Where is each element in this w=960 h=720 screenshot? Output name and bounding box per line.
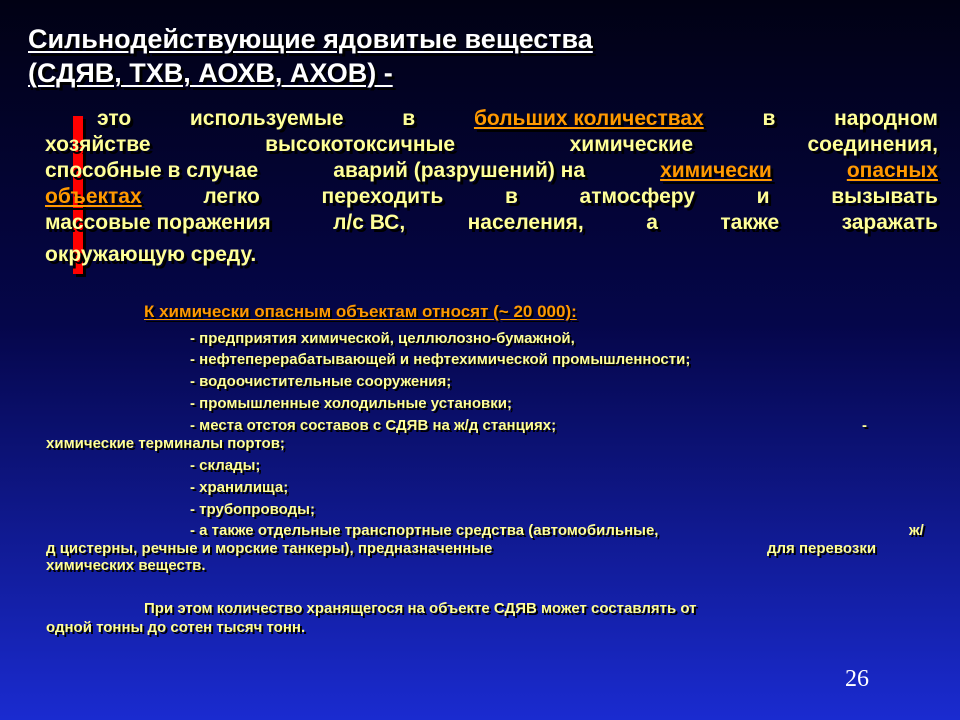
list-heading: К химически опасным объектам относят (~ 20 000): <box>144 302 577 321</box>
list-item: д цистерны, речные и морские танкеры), предназначенные <box>46 540 493 557</box>
list-item: - трубопроводы; <box>190 501 315 518</box>
definition-word: аварий (разрушений) на <box>333 159 586 182</box>
list-item: химические терминалы портов; <box>46 435 285 452</box>
definition-word: также <box>720 211 780 234</box>
definition-word: л/с ВС, <box>333 211 406 234</box>
list-item: - склады; <box>190 457 261 474</box>
definition-word: высокотоксичные <box>265 133 456 156</box>
list-item: для перевозки <box>767 540 877 557</box>
title-line-2: (СДЯВ, ТХВ, АОХВ, АХОВ) - <box>28 58 393 88</box>
definition-line-1 <box>45 106 938 132</box>
definition-line-4 <box>45 184 938 210</box>
list-item: - водоочистительные сооружения; <box>190 373 452 390</box>
highlight-dangerous: опасных <box>846 159 938 182</box>
highlight-chemically: химически <box>660 159 772 182</box>
definition-word: способные в случае <box>45 159 259 182</box>
list-item: - промышленные холодильные установки; <box>190 395 512 412</box>
definition-line-6 <box>45 242 938 268</box>
definition-word: химические <box>569 133 694 156</box>
definition-word: массовые поражения <box>45 211 271 234</box>
definition-word: в <box>402 107 416 130</box>
note-line: При этом количество хранящегося на объекте СДЯВ может составлять от <box>144 600 697 617</box>
list-item: - нефтеперерабатывающей и нефтехимической промышленности; <box>190 351 691 368</box>
definition-word: и <box>756 185 770 208</box>
definition-word: соединения, <box>807 133 938 156</box>
definition-line-2 <box>45 132 938 158</box>
highlight-large-quantities: больших количествах <box>473 107 704 130</box>
definition-word: а <box>646 211 658 234</box>
definition-line-5 <box>45 210 938 236</box>
definition-word: легко <box>203 185 260 208</box>
definition-word: в <box>762 107 776 130</box>
title-line-1: Сильнодействующие ядовитые вещества <box>28 24 593 54</box>
definition-word: населения, <box>467 211 584 234</box>
list-item: - места отстоя составов с СДЯВ на ж/д станциях; <box>190 417 557 434</box>
definition-line-3 <box>45 158 938 184</box>
list-item: химических веществ. <box>46 557 206 574</box>
definition-word: это <box>97 107 132 130</box>
note-line: одной тонны до сотен тысяч тонн. <box>46 619 306 636</box>
list-item: ж/ <box>909 522 924 539</box>
highlight-objects: объектах <box>45 185 142 208</box>
slide-title <box>28 22 728 90</box>
definition-paragraph <box>45 106 938 268</box>
definition-word: вызывать <box>831 185 938 208</box>
list-item: - предприятия химической, целлюлозно-бумажной, <box>190 330 575 347</box>
definition-word: народном <box>834 107 938 130</box>
definition-word: окружающую среду. <box>45 243 257 266</box>
definition-word: заражать <box>841 211 938 234</box>
list-item: - хранилища; <box>190 479 289 496</box>
list-item: - а также отдельные транспортные средства (автомобильные, <box>190 522 659 539</box>
definition-word: используемые <box>189 107 344 130</box>
definition-word: переходить <box>321 185 444 208</box>
list-dash: - <box>862 417 867 434</box>
page-number: 26 <box>845 666 869 692</box>
definition-word: атмосферу <box>579 185 695 208</box>
definition-word: в <box>504 185 518 208</box>
definition-word: хозяйстве <box>45 133 151 156</box>
